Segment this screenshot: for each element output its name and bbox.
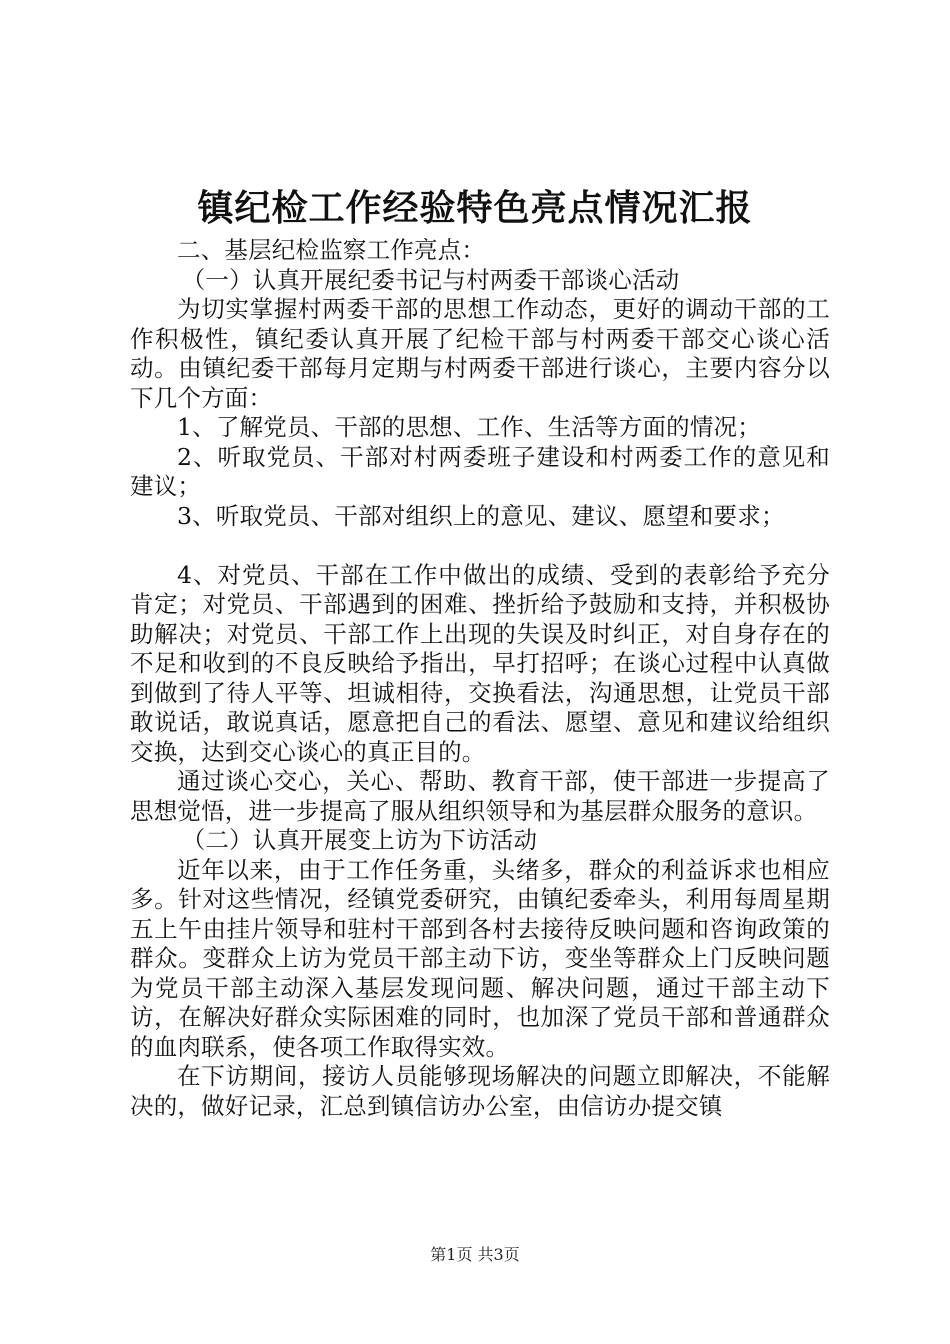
paragraph: 在下访期间，接访人员能够现场解决的问题立即解决，不能解决的，做好记录，汇总到镇信访办公室，由信访办提交镇 [130, 1062, 830, 1120]
paragraph: 为切实掌握村两委干部的思想工作动态，更好的调动干部的工作积极性，镇纪委认真开展了纪检干部与村两委干部交心谈心活动。由镇纪委干部每月定期与村两委干部进行谈心，主要内容分以下几个方面： [130, 295, 830, 412]
list-item: 2、听取党员、干部对村两委班子建设和村两委工作的意见和建议； [130, 442, 830, 500]
section-heading: 二、基层纪检监察工作亮点： [177, 236, 486, 264]
list-item: 1、了解党员、干部的思想、工作、生活等方面的情况； [177, 413, 761, 441]
document-body [130, 236, 830, 1121]
list-item: 4、对党员、干部在工作中做出的成绩、受到的表彰给予充分肯定；对党员、干部遇到的困难、挫折给予鼓励和支持，并积极协助解决；对党员、干部工作上出现的失误及时纠正，对自身存在的不足和收到的不良反映给予指出，早打招呼；在谈心过程中认真做到做到了待人平等、坦诚相待，交换看法，沟通思想，让党员干部敢说话，敢说真话，愿意把自己的看法、愿望、意见和建议给组织交换，达到交心谈心的真正目的。 [130, 560, 830, 766]
paragraph: 通过谈心交心，关心、帮助、教育干部，使干部进一步提高了思想觉悟，进一步提高了服从组织领导和为基层群众服务的意识。 [130, 767, 830, 825]
document-title: 镇纪检工作经验特色亮点情况汇报 [197, 187, 753, 229]
subsection-heading: （二）认真开展变上访为下访活动 [181, 826, 538, 854]
subsection-heading: （一）认真开展纪委书记与村两委干部谈心活动 [181, 265, 680, 294]
paragraph: 近年以来，由于工作任务重，头绪多，群众的利益诉求也相应多。针对这些情况，经镇党委研究，由镇纪委牵头，利用每周星期五上午由挂片领导和驻村干部到各村去接待反映问题和咨询政策的群众。变群众上访为党员干部主动下访，变坐等群众上门反映问题为党员干部主动深入基层发现问题、解决问题，通过干部主动下访，在解决好群众实际困难的同时，也加深了党员干部和普通群众的血肉联系，使各项工作取得实效。 [130, 855, 830, 1061]
list-item: 3、听取党员、干部对组织上的意见、建议、愿望和要求； [177, 501, 785, 530]
page-footer: 第1页 共3页 [430, 1245, 520, 1264]
